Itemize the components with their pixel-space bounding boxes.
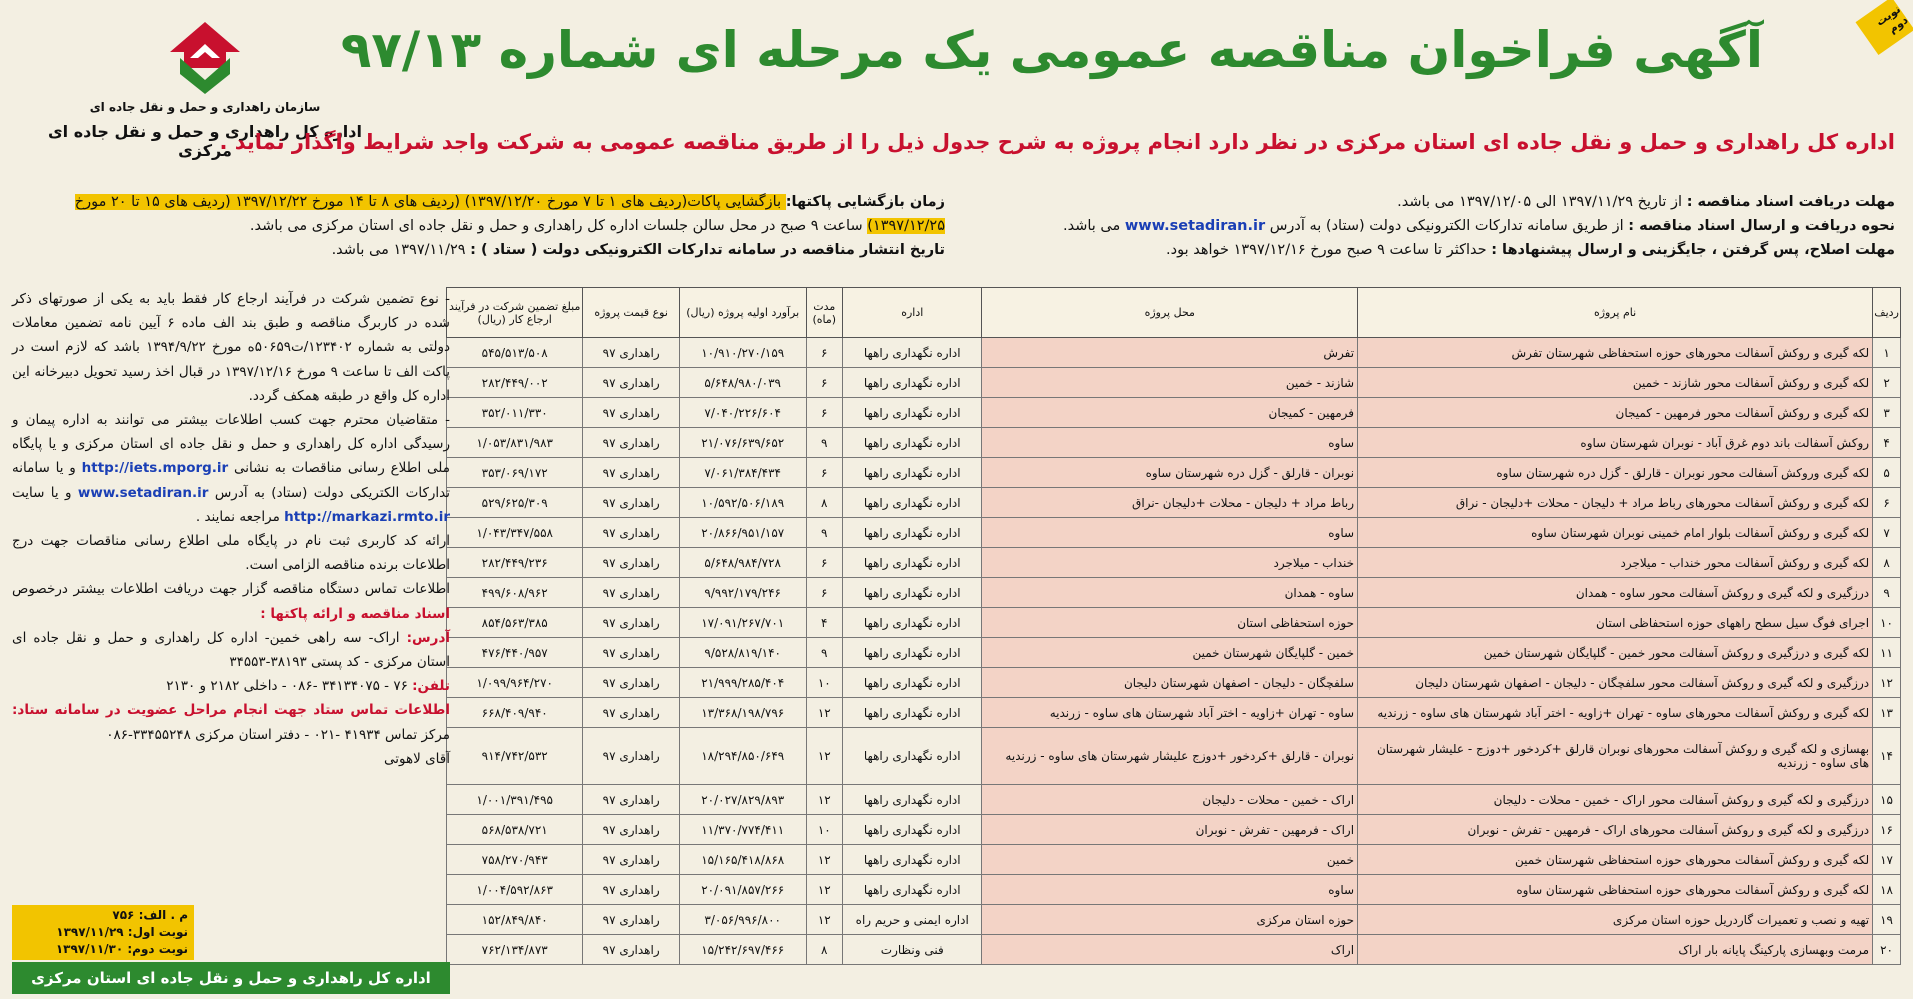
table-body: [447, 338, 1901, 965]
table-cell: ۱: [1873, 338, 1901, 368]
table-cell: ساوه: [982, 428, 1358, 458]
proposal-deadline-value: حداکثر تا ساعت ۹ صبح مورخ ۱۳۹۷/۱۲/۱۶ خواهد بود.: [1166, 242, 1492, 258]
table-cell: اداره نگهداری راهها: [843, 488, 982, 518]
table-row: [447, 518, 1901, 548]
table-header-cell: نوع قیمت پروژه: [583, 288, 680, 338]
table-cell: ۲۸۲/۴۴۹/۲۳۶: [447, 548, 583, 578]
setad-contact-label: اطلاعات تماس ستاد جهت انجام مراحل عضویت در سامانه ستاد:: [12, 702, 450, 719]
table-cell: لکه گیری و روکش آسفالت محورهای رباط مراد + دلیجان - محلات +دلیجان - نراق: [1358, 488, 1873, 518]
table-row: [447, 668, 1901, 698]
table-cell: ۱/۰۴۳/۳۴۷/۵۵۸: [447, 518, 583, 548]
table-cell: ۱۰: [806, 815, 842, 845]
info-text-c: و یا سایت: [12, 484, 78, 501]
table-cell: راهداری ۹۷: [583, 428, 680, 458]
table-cell: ۱۱/۳۷۰/۷۷۴/۴۱۱: [679, 815, 806, 845]
table-row: [447, 815, 1901, 845]
table-cell: اراک - خمین - محلات - دلیجان: [982, 785, 1358, 815]
table-row: [447, 488, 1901, 518]
table-cell: اداره نگهداری راهها: [843, 608, 982, 638]
table-cell: ۹: [806, 638, 842, 668]
second-publication-badge: نوبت دوم: [1856, 0, 1913, 55]
table-cell: ۶: [806, 548, 842, 578]
table-cell: ۳۵۳/۰۶۹/۱۷۲: [447, 458, 583, 488]
table-cell: ۱۵۲/۸۴۹/۸۴۰: [447, 905, 583, 935]
table-cell: اداره نگهداری راهها: [843, 368, 982, 398]
table-cell: حوزه استحفاظی استان: [982, 608, 1358, 638]
table-cell: درزگیری و لکه گیری و روکش آسفالت محور ساوه - همدان: [1358, 578, 1873, 608]
projects-table-wrapper: [446, 287, 1901, 992]
table-header-cell: برآورد اولیه پروژه (ریال): [679, 288, 806, 338]
table-cell: ۵۶۸/۵۳۸/۷۲۱: [447, 815, 583, 845]
opening-block: [15, 190, 945, 262]
table-cell: ۶: [1873, 488, 1901, 518]
second-publication-date: نوبت دوم: ۱۳۹۷/۱۱/۳۰: [55, 942, 188, 956]
table-cell: راهداری ۹۷: [583, 638, 680, 668]
table-cell: اداره نگهداری راهها: [843, 428, 982, 458]
table-cell: ۱۲: [806, 728, 842, 785]
proposal-deadline-label: مهلت اصلاح، پس گرفتن ، جایگزینی و ارسال پیشنهادها :: [1491, 242, 1895, 258]
table-cell: راهداری ۹۷: [583, 458, 680, 488]
table-cell: ۱۳: [1873, 698, 1901, 728]
table-cell: راهداری ۹۷: [583, 578, 680, 608]
table-cell: ۴۹۹/۶۰۸/۹۶۲: [447, 578, 583, 608]
table-cell: اداره نگهداری راهها: [843, 548, 982, 578]
table-header-cell: مدت (ماه): [806, 288, 842, 338]
table-row: [447, 638, 1901, 668]
table-cell: راهداری ۹۷: [583, 785, 680, 815]
table-cell: ۱۲: [806, 845, 842, 875]
table-cell: ساوه: [982, 518, 1358, 548]
rmto-link[interactable]: http://markazi.rmto.ir: [284, 508, 450, 525]
table-cell: راهداری ۹۷: [583, 608, 680, 638]
table-cell: مرمت وبهسازی پارکینگ پایانه بار اراک: [1358, 935, 1873, 965]
table-cell: درزگیری و لکه گیری و روکش آسفالت محور سلفچگان - دلیجان - اصفهان شهرستان دلیجان: [1358, 668, 1873, 698]
submission-method-label: نحوه دریافت و ارسال اسناد مناقصه :: [1628, 218, 1895, 234]
table-cell: ۹۱۴/۷۴۲/۵۳۲: [447, 728, 583, 785]
table-cell: ۶: [806, 578, 842, 608]
table-cell: ۱۲: [1873, 668, 1901, 698]
table-cell: راهداری ۹۷: [583, 935, 680, 965]
setad-link-2[interactable]: www.setadiran.ir: [77, 484, 209, 501]
table-row: [447, 458, 1901, 488]
projects-table: [446, 287, 1901, 965]
table-cell: اداره نگهداری راهها: [843, 578, 982, 608]
submission-method-end: می باشد.: [1063, 218, 1125, 234]
phone-value: ۷۶ - ۳۴۱۳۴۰۷۵ -۰۸۶ - داخلی ۲۱۸۲ و ۲۱۳۰: [166, 678, 413, 695]
table-cell: راهداری ۹۷: [583, 548, 680, 578]
doc-deadline-label: مهلت دریافت اسناد مناقصه :: [1686, 194, 1895, 210]
table-cell: راهداری ۹۷: [583, 698, 680, 728]
table-header-cell: محل پروژه: [982, 288, 1358, 338]
table-cell: ۱/۰۵۳/۸۳۱/۹۸۳: [447, 428, 583, 458]
info-paragraph: [12, 408, 450, 529]
address-line: [12, 626, 450, 674]
info-text-d: مراجعه نمایند .: [195, 508, 285, 525]
table-cell: شازند - خمین: [982, 368, 1358, 398]
table-cell: اداره نگهداری راهها: [843, 668, 982, 698]
table-cell: فنی ونظارت: [843, 935, 982, 965]
table-cell: ۱/۰۰۴/۵۹۲/۸۶۳: [447, 875, 583, 905]
table-cell: ۶: [806, 368, 842, 398]
table-row: [447, 398, 1901, 428]
footer-banner: اداره کل راهداری و حمل و نقل جاده ای استان مرکزی: [12, 962, 450, 994]
table-header-cell: مبلغ تضمین شرکت در فرآیند ارجاع کار (ریال): [447, 288, 583, 338]
table-cell: ۴۷۶/۴۴۰/۹۵۷: [447, 638, 583, 668]
table-cell: روکش آسفالت باند دوم غرق آباد - نوبران شهرستان ساوه: [1358, 428, 1873, 458]
table-cell: اجرای فوگ سیل سطح راههای حوزه استحفاظی استان: [1358, 608, 1873, 638]
ad-number: م . الف: ۷۵۶: [112, 908, 188, 922]
info-text-b: و یا سامانه تدارکات الکتریکی دولت (ستاد) به آدرس: [12, 460, 450, 501]
table-cell: ۱/۰۹۹/۹۶۴/۲۷۰: [447, 668, 583, 698]
table-cell: ۲: [1873, 368, 1901, 398]
table-cell: ۹: [806, 518, 842, 548]
table-cell: اراک - فرمهین - تفرش - نوبران: [982, 815, 1358, 845]
table-header-row: [447, 288, 1901, 338]
table-cell: ۲۰/۰۹۱/۸۵۷/۲۶۶: [679, 875, 806, 905]
table-cell: ۱۲: [806, 875, 842, 905]
table-cell: ۷: [1873, 518, 1901, 548]
setad-contact-line: [12, 698, 450, 746]
table-cell: اداره نگهداری راهها: [843, 638, 982, 668]
opening-label: زمان بازگشایی پاکتها:: [785, 194, 945, 210]
table-cell: راهداری ۹۷: [583, 488, 680, 518]
table-cell: ۲۱/۹۹۹/۲۸۵/۴۰۴: [679, 668, 806, 698]
table-cell: ۳۵۲/۰۱۱/۳۳۰: [447, 398, 583, 428]
department-name: اداره کل راهداری و حمل و نقل جاده ای مرکزی: [48, 122, 362, 160]
table-cell: ۵/۶۴۸/۹۸۰/۰۳۹: [679, 368, 806, 398]
table-cell: ساوه: [982, 875, 1358, 905]
setad-contact-value: مرکز تماس ۴۱۹۳۴ -۰۲۱ - دفتر استان مرکزی ۳۳۴۵۵۲۴۸-۰۸۶: [106, 726, 450, 743]
table-cell: ۱۱: [1873, 638, 1901, 668]
table-cell: ۶: [806, 338, 842, 368]
table-cell: ۱۳/۳۶۸/۱۹۸/۷۹۶: [679, 698, 806, 728]
table-cell: اداره نگهداری راهها: [843, 338, 982, 368]
publication-info: [12, 905, 450, 961]
contact-red-text: اسناد مناقصه و ارائه پاکتها :: [260, 605, 450, 622]
table-cell: اداره ایمنی و حریم راه: [843, 905, 982, 935]
table-row: [447, 728, 1901, 785]
table-cell: سلفچگان - دلیجان - اصفهان شهرستان دلیجان: [982, 668, 1358, 698]
table-cell: اداره نگهداری راهها: [843, 728, 982, 785]
table-cell: ۱۷: [1873, 845, 1901, 875]
user-code-paragraph: ارائه کد کاربری ثبت نام در پایگاه ملی اطلاع رسانی مناقصات جهت درج اطلاعات برنده مناقصه الزامی است.: [12, 533, 450, 574]
rmto-logo-icon: [160, 18, 250, 98]
table-cell: لکه گیری و روکش آسفالت محور فرمهین - کمیجان: [1358, 398, 1873, 428]
table-row: [447, 785, 1901, 815]
ministry-name: سازمان راهداری و حمل و نقل جاده ای: [89, 100, 321, 114]
table-cell: خمین: [982, 845, 1358, 875]
guarantee-paragraph: - نوع تضمین شرکت در فرآیند ارجاع کار فقط باید به یکی از صورتهای ذکر شده در کاربرگ مناقصه و طبق بند الف ماده ۶ آیین نامه تضمین معاملات دولتی به شماره ۱۲۳۴۰۲/ت۵۰۶۵۹ه مورخ ۱۳۹۴/۹/۲۲ باشد که لازم است در پاکت الف تا ساعت ۹ مورخ ۱۳۹۷/۱۲/۱۶ در قبال اخذ رسید تحویل دبیرخانه این اداره کل واقع در طبقه همکف گردد.: [12, 291, 450, 404]
table-cell: ۱۷/۰۹۱/۲۶۷/۷۰۱: [679, 608, 806, 638]
table-row: [447, 338, 1901, 368]
table-cell: ۱۹: [1873, 905, 1901, 935]
table-cell: اداره نگهداری راهها: [843, 875, 982, 905]
table-cell: لکه گیری و درزگیری و روکش آسفالت محور خمین - گلپایگان شهرستان خمین: [1358, 638, 1873, 668]
table-cell: ساوه - تهران +زاویه - اختر آباد شهرستان های ساوه - زرندیه: [982, 698, 1358, 728]
conditions-column: [12, 287, 450, 917]
table-cell: ۱۲: [806, 785, 842, 815]
table-row: [447, 548, 1901, 578]
table-row: [447, 875, 1901, 905]
table-cell: راهداری ۹۷: [583, 338, 680, 368]
table-cell: ۸: [1873, 548, 1901, 578]
table-cell: لکه گیری و روکش آسفالت محورهای حوزه استحفاظی شهرستان تفرش: [1358, 338, 1873, 368]
table-cell: لکه گیری وروکش آسفالت محور نوبران - قارلق - گزل دره شهرستان ساوه: [1358, 458, 1873, 488]
table-cell: ۳: [1873, 398, 1901, 428]
table-header-cell: ردیف: [1873, 288, 1901, 338]
table-cell: ۱۰: [1873, 608, 1901, 638]
table-cell: ۶: [806, 458, 842, 488]
table-cell: ۶۶۸/۴۰۹/۹۴۰: [447, 698, 583, 728]
table-cell: اداره نگهداری راهها: [843, 398, 982, 428]
table-cell: اداره نگهداری راهها: [843, 518, 982, 548]
table-cell: ۴: [1873, 428, 1901, 458]
deadlines-block: [945, 190, 1895, 262]
table-cell: ۱۵/۲۴۲/۶۹۷/۴۶۶: [679, 935, 806, 965]
table-cell: ۲۰/۰۲۷/۸۲۹/۸۹۳: [679, 785, 806, 815]
table-cell: خمین - گلپایگان شهرستان خمین: [982, 638, 1358, 668]
address-value: اراک- سه راهی خمین- اداره کل راهداری و حمل و نقل جاده ای استان مرکزی - کد پستی ۳۸۱۹۳-۳۴۵۵۳: [12, 629, 450, 671]
contact-text: اطلاعات تماس دستگاه مناقصه گزار جهت دریافت اطلاعات بیشتر درخصوص: [12, 581, 450, 598]
submission-method-value: از طریق سامانه تدارکات الکترونیکی دولت (ستاد) به آدرس: [1265, 218, 1629, 234]
table-cell: ۴: [806, 608, 842, 638]
table-cell: ۲۱/۰۷۶/۶۳۹/۶۵۲: [679, 428, 806, 458]
table-cell: ۵/۶۴۸/۹۸۴/۷۲۸: [679, 548, 806, 578]
table-cell: فرمهین - کمیجان: [982, 398, 1358, 428]
phone-label: تلفن:: [412, 678, 450, 695]
info-text-a: - متقاضیان محترم جهت کسب اطلاعات بیشتر می توانند به اداره پیمان و رسیدگی اداره کل راهداری و حمل و نقل جاده ای استان مرکزی و یا پایگاه ملی اطلاع رسانی مناقصات به نشانی: [12, 412, 450, 477]
opening-dates: بازگشایی پاکات(ردیف های ۱ تا ۷ مورخ ۱۳۹۷/۱۲/۲۰) (ردیف های ۸ تا ۱۴ مورخ ۱۳۹۷/۱۲/۲۲ (ردیف های ۱۵ تا ۲۰ مورخ ۱۳۹۷/۱۲/۲۵): [74, 194, 945, 234]
table-cell: ۹: [806, 428, 842, 458]
table-cell: خنداب - میلاجرد: [982, 548, 1358, 578]
table-row: [447, 845, 1901, 875]
table-cell: ۱۰: [806, 668, 842, 698]
table-cell: ۲۰/۸۶۶/۹۵۱/۱۵۷: [679, 518, 806, 548]
table-cell: ۲۰: [1873, 935, 1901, 965]
setad-link[interactable]: www.setadiran.ir: [1124, 218, 1266, 234]
table-cell: ۵: [1873, 458, 1901, 488]
table-cell: ۱۸/۲۹۴/۸۵۰/۶۴۹: [679, 728, 806, 785]
table-cell: لکه گیری و روکش آسفالت محور خنداب - میلاجرد: [1358, 548, 1873, 578]
table-cell: ۱۵: [1873, 785, 1901, 815]
phone-line: [12, 674, 450, 698]
table-cell: ۸۵۴/۵۶۳/۳۸۵: [447, 608, 583, 638]
notice-title: آگهی فراخوان مناقصه عمومی یک مرحله ای شماره ۹۷/۱۳: [340, 21, 1763, 79]
table-cell: ۶: [806, 398, 842, 428]
table-cell: اداره نگهداری راهها: [843, 845, 982, 875]
table-cell: تفرش: [982, 338, 1358, 368]
table-cell: ۷/۰۶۱/۳۸۴/۴۳۴: [679, 458, 806, 488]
iets-link[interactable]: http://iets.mporg.ir: [81, 460, 229, 477]
intro-text: اداره کل راهداری و حمل و نقل جاده ای استان مرکزی در نظر دارد انجام پروژه به شرح جدول ذیل را از طریق مناقصه عمومی به شرکت واجد شرایط واگذار نماید .: [219, 130, 1895, 154]
table-cell: اراک: [982, 935, 1358, 965]
table-cell: ۸: [806, 488, 842, 518]
contact-paragraph: [12, 577, 450, 625]
publish-date-label: تاریخ انتشار مناقصه در سامانه تدارکات الکترونیکی دولت ( ستاد ) :: [470, 242, 945, 258]
table-cell: راهداری ۹۷: [583, 368, 680, 398]
table-cell: نوبران - قارلق - گزل دره شهرستان ساوه: [982, 458, 1358, 488]
doc-deadline-value: از تاریخ ۱۳۹۷/۱۱/۲۹ الی ۱۳۹۷/۱۲/۰۵ می باشد.: [1397, 194, 1687, 210]
table-row: [447, 428, 1901, 458]
table-cell: لکه گیری و روکش آسفالت بلوار امام خمینی نوبران شهرستان ساوه: [1358, 518, 1873, 548]
table-cell: لکه گیری و روکش آسفالت محور شازند - خمین: [1358, 368, 1873, 398]
table-cell: اداره نگهداری راهها: [843, 698, 982, 728]
table-row: [447, 578, 1901, 608]
table-cell: راهداری ۹۷: [583, 518, 680, 548]
table-row: [447, 608, 1901, 638]
table-cell: ۲۸۲/۴۴۹/۰۰۲: [447, 368, 583, 398]
contact-person: آقای لاهوتی: [384, 750, 450, 767]
table-cell: نوبران - قارلق +کردخور +دوزج علیشار شهرستان های ساوه - زرندیه: [982, 728, 1358, 785]
organization-logo-block: [20, 18, 390, 160]
table-cell: درزگیری و لکه گیری و روکش آسفالت محورهای اراک - فرمهین - تفرش - نوبران: [1358, 815, 1873, 845]
table-cell: راهداری ۹۷: [583, 845, 680, 875]
table-row: [447, 905, 1901, 935]
table-cell: ۱۴: [1873, 728, 1901, 785]
table-cell: ۱۲: [806, 698, 842, 728]
table-cell: ۱۶: [1873, 815, 1901, 845]
table-cell: بهسازی و لکه گیری و روکش آسفالت محورهای نوبران قارلق +کردخور +دوزج - علیشار شهرستان های ساوه - زرندیه: [1358, 728, 1873, 785]
table-cell: ۱۵/۱۶۵/۴۱۸/۸۶۸: [679, 845, 806, 875]
table-cell: ۷/۰۴۰/۲۲۶/۶۰۴: [679, 398, 806, 428]
table-cell: لکه گیری و روکش آسفالت محورهای ساوه - تهران +زاویه - اختر آباد شهرستان های ساوه - زرندیه: [1358, 698, 1873, 728]
table-cell: تهیه و نصب و تعمیرات گاردریل حوزه استان مرکزی: [1358, 905, 1873, 935]
table-cell: ۷۵۸/۲۷۰/۹۴۳: [447, 845, 583, 875]
table-cell: اداره نگهداری راهها: [843, 785, 982, 815]
table-cell: راهداری ۹۷: [583, 815, 680, 845]
table-cell: ۱۰/۹۱۰/۲۷۰/۱۵۹: [679, 338, 806, 368]
table-cell: رباط مراد + دلیجان - محلات +دلیجان -نراق: [982, 488, 1358, 518]
address-label: آدرس:: [406, 629, 450, 646]
table-row: [447, 368, 1901, 398]
table-cell: ۹/۹۹۲/۱۷۹/۲۴۶: [679, 578, 806, 608]
table-header-cell: نام پروژه: [1358, 288, 1873, 338]
table-cell: ۹/۵۲۸/۸۱۹/۱۴۰: [679, 638, 806, 668]
table-cell: راهداری ۹۷: [583, 398, 680, 428]
table-cell: ۸: [806, 935, 842, 965]
table-cell: راهداری ۹۷: [583, 905, 680, 935]
table-cell: راهداری ۹۷: [583, 728, 680, 785]
table-cell: ۱۸: [1873, 875, 1901, 905]
table-cell: ۱۲: [806, 905, 842, 935]
table-cell: اداره نگهداری راهها: [843, 815, 982, 845]
table-cell: لکه گیری و روکش آسفالت محورهای حوزه استحفاظی شهرستان ساوه: [1358, 875, 1873, 905]
table-cell: ۹: [1873, 578, 1901, 608]
publication-box: [12, 905, 194, 960]
first-publication-date: نوبت اول: ۱۳۹۷/۱۱/۲۹: [56, 925, 188, 939]
table-cell: درزگیری و لکه گیری و روکش آسفالت محور اراک - خمین - محلات - دلیجان: [1358, 785, 1873, 815]
table-cell: اداره نگهداری راهها: [843, 458, 982, 488]
opening-location: ساعت ۹ صبح در محل سالن جلسات اداره کل راهداری و حمل و نقل جاده ای استان مرکزی می باشد.: [249, 218, 868, 234]
table-row: [447, 698, 1901, 728]
table-row: [447, 935, 1901, 965]
table-cell: لکه گیری و روکش آسفالت محورهای حوزه استحفاظی شهرستان خمین: [1358, 845, 1873, 875]
table-cell: ۵۲۹/۶۲۵/۳۰۹: [447, 488, 583, 518]
table-cell: ساوه - همدان: [982, 578, 1358, 608]
table-cell: ۱/۰۰۱/۳۹۱/۴۹۵: [447, 785, 583, 815]
table-cell: ۷۶۲/۱۳۴/۸۷۳: [447, 935, 583, 965]
table-cell: ۳/۰۵۶/۹۹۶/۸۰۰: [679, 905, 806, 935]
table-header-cell: اداره: [843, 288, 982, 338]
table-cell: ۱۰/۵۹۲/۵۰۶/۱۸۹: [679, 488, 806, 518]
table-cell: راهداری ۹۷: [583, 875, 680, 905]
publish-date-value: ۱۳۹۷/۱۱/۲۹ می باشد.: [331, 242, 471, 258]
table-cell: راهداری ۹۷: [583, 668, 680, 698]
table-cell: حوزه استان مرکزی: [982, 905, 1358, 935]
table-cell: ۵۴۵/۵۱۳/۵۰۸: [447, 338, 583, 368]
